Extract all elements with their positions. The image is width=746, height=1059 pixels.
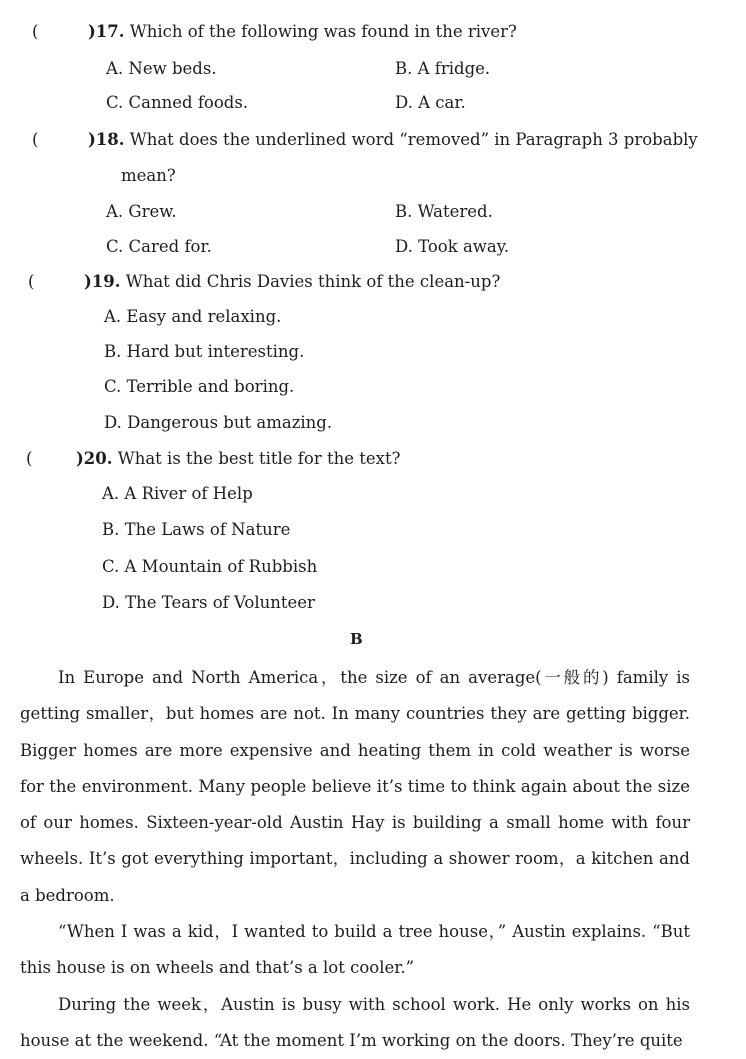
- option-d: D. A car.: [395, 93, 466, 112]
- option-d: D. The Tears of Volunteer: [102, 593, 315, 612]
- question-text: What is the best title for the text?: [112, 449, 401, 468]
- option-b: B. The Laws of Nature: [102, 520, 291, 539]
- answer-bracket: (: [32, 22, 39, 41]
- question-17: [32, 22, 517, 42]
- question-number: )18.: [88, 130, 125, 149]
- option-d: D. Took away.: [395, 237, 510, 256]
- question-text: Which of the following was found in the river?: [124, 22, 517, 41]
- question-text-continued: mean?: [121, 166, 176, 185]
- paragraph-2: “When I was a kid，I wanted to build a tree house，” Austin explains. “But this house is on wheels and that’s a lot cooler.”: [20, 922, 690, 978]
- answer-bracket: (: [28, 272, 35, 291]
- question-text: What did Chris Davies think of the clean-up?: [120, 272, 501, 291]
- option-a: A. New beds.: [106, 59, 217, 78]
- question-number: )20.: [76, 449, 113, 468]
- option-c: C. A Mountain of Rubbish: [102, 557, 318, 576]
- section-title: B: [350, 630, 363, 648]
- option-a: A. A River of Help: [102, 484, 253, 503]
- option-b: B. A fridge.: [395, 59, 491, 78]
- option-a: A. Easy and relaxing.: [104, 307, 282, 326]
- option-d: D. Dangerous but amazing.: [104, 413, 333, 432]
- paragraph-3: During the week，Austin is busy with school work. He only works on his house at the weekend. “At the moment I’m working on the doors. They’re quite: [20, 994, 690, 1050]
- option-c: C. Terrible and boring.: [104, 377, 295, 396]
- answer-bracket: (: [32, 130, 39, 149]
- question-18: [32, 130, 698, 150]
- answer-bracket: (: [26, 449, 33, 468]
- question-20: [26, 449, 400, 469]
- question-number: )17.: [88, 22, 125, 41]
- passage: [20, 660, 690, 1059]
- option-a: A. Grew.: [106, 202, 177, 221]
- option-b: B. Watered.: [395, 202, 493, 221]
- option-c: C. Canned foods.: [106, 93, 249, 112]
- option-b: B. Hard but interesting.: [104, 342, 305, 361]
- question-text: What does the underlined word “removed” in Paragraph 3 probably: [124, 130, 698, 149]
- paragraph-1: In Europe and North America，the size of an average(一般的) family is getting smaller，but homes are not. In many countries they are getting bigger. Bigger homes are more expensive and heating them in cold weather is worse for the environment. Many people believe it’s time to think again about the size of our homes. Sixteen-year-old Austin Hay is building a small home with four wheels. It’s got everything important，including a shower room，a kitchen and a bedroom.: [20, 668, 690, 905]
- question-19: [28, 272, 500, 292]
- question-number: )19.: [84, 272, 121, 291]
- option-c: C. Cared for.: [106, 237, 212, 256]
